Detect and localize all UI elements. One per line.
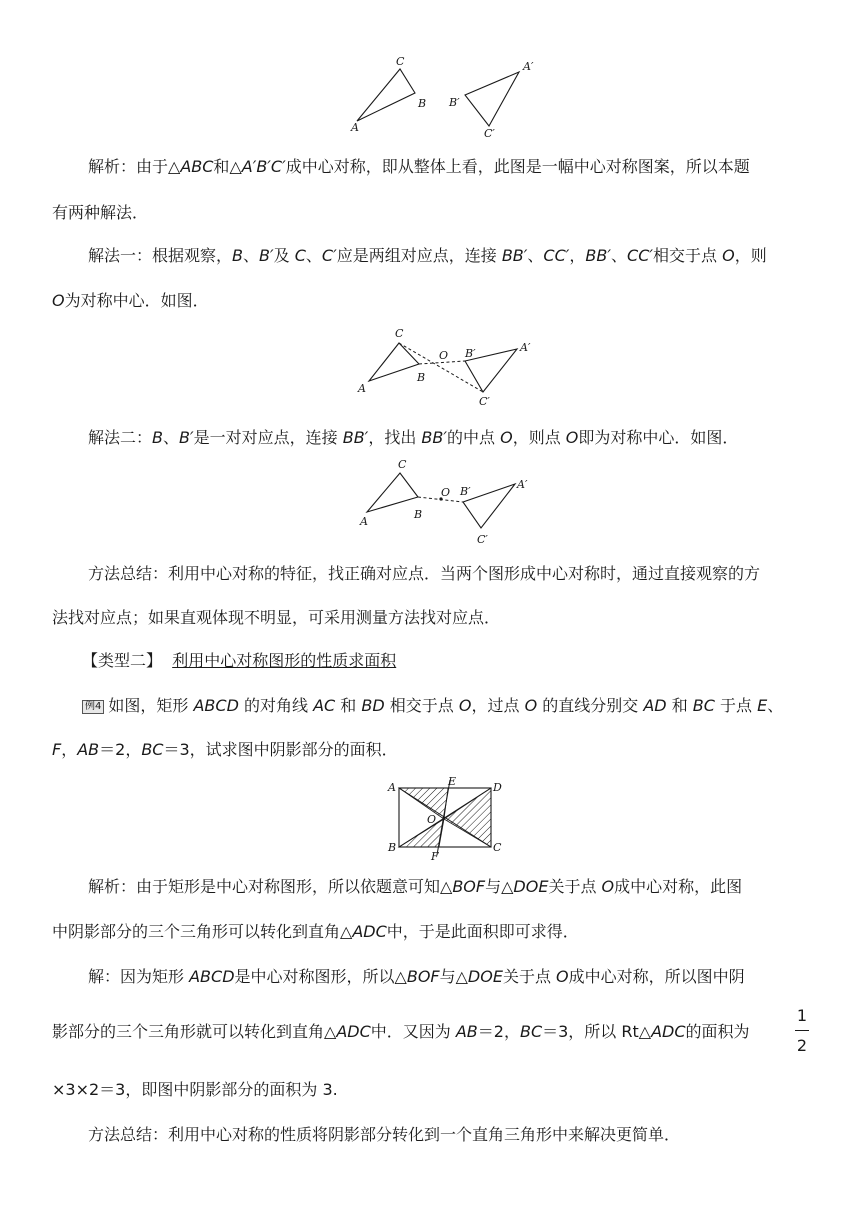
text: 相交于点 bbox=[384, 696, 459, 715]
text: ，则 bbox=[734, 246, 767, 265]
example-4-statement bbox=[82, 696, 838, 716]
text: 解析：由于 bbox=[88, 157, 169, 176]
fraction-numerator: 1 bbox=[796, 1006, 808, 1025]
fraction-denominator: 2 bbox=[796, 1036, 808, 1055]
label-o: O bbox=[441, 486, 451, 499]
text: 、 bbox=[243, 246, 260, 265]
math: O bbox=[722, 246, 735, 265]
math: ABCD bbox=[189, 967, 235, 986]
figure-2-triangles-with-crossing-segments bbox=[355, 325, 545, 410]
label-c: C bbox=[398, 458, 407, 471]
method-summary-paragraph-2: 方法总结：利用中心对称的性质将阴影部分转化到一个直角三角形中来解决更简单． bbox=[88, 1125, 681, 1144]
figure-1-triangles bbox=[345, 55, 535, 140]
math: B′ bbox=[259, 246, 274, 265]
math: O bbox=[601, 877, 615, 896]
math: BB′ bbox=[342, 428, 369, 447]
solution-paragraph-line-2 bbox=[52, 1022, 808, 1042]
label-b1: B′ bbox=[465, 347, 476, 360]
text: 、 bbox=[611, 246, 628, 265]
math: O bbox=[565, 428, 579, 447]
label-b: B bbox=[418, 97, 427, 110]
math: BD bbox=[361, 696, 385, 715]
triangle-a1b1c1 bbox=[463, 484, 515, 528]
label-c: C bbox=[493, 841, 502, 854]
math: BC bbox=[692, 696, 715, 715]
figure-4-rectangle-shaded bbox=[385, 776, 510, 864]
text: ＝2， bbox=[477, 1022, 520, 1041]
method-summary-paragraph: 方法总结：利用中心对称的特征，找正确对应点．当两个图形成中心对称时，通过直接观察的方 bbox=[88, 564, 761, 583]
label-b: B bbox=[417, 371, 426, 384]
text: 的中点 bbox=[447, 428, 501, 447]
math: △BOF bbox=[440, 877, 486, 896]
figure-3-triangles-with-midpoint bbox=[355, 456, 545, 548]
math: O bbox=[556, 967, 569, 986]
text: ＝3，试求图中阴影部分的面积． bbox=[163, 740, 398, 759]
math: △ADC bbox=[324, 1022, 371, 1041]
text: 解：因为矩形 bbox=[88, 967, 190, 986]
text: ，则点 bbox=[512, 428, 566, 447]
math: △DOE bbox=[455, 967, 503, 986]
label-a: A bbox=[388, 781, 396, 794]
text: 及 bbox=[273, 246, 295, 265]
analysis-paragraph-2 bbox=[88, 877, 844, 897]
math: AD bbox=[643, 696, 667, 715]
text: 解法二： bbox=[88, 428, 153, 447]
math: CC′ bbox=[627, 246, 654, 265]
label-b: B bbox=[414, 508, 423, 521]
label-c: C bbox=[396, 55, 405, 68]
label-a: A bbox=[358, 382, 366, 395]
label-b1: B′ bbox=[449, 96, 460, 109]
text: 、 bbox=[767, 696, 784, 715]
math: O bbox=[524, 696, 538, 715]
analysis-paragraph-2-line-2 bbox=[52, 922, 808, 942]
text: ，找出 bbox=[368, 428, 422, 447]
math: AB bbox=[455, 1022, 478, 1041]
text: 成中心对称，此图 bbox=[614, 877, 743, 896]
text: 相交于点 bbox=[653, 246, 723, 265]
text: ， bbox=[61, 740, 78, 759]
solution-paragraph-line-3: ×3×2＝3，即图中阴影部分的面积为 3. bbox=[52, 1080, 338, 1099]
text: 与 bbox=[485, 877, 502, 896]
math: BB′ bbox=[421, 428, 447, 447]
math: BC bbox=[141, 740, 164, 759]
fraction-bar bbox=[795, 1030, 809, 1031]
text: ，过点 bbox=[471, 696, 525, 715]
label-o: O bbox=[427, 813, 437, 826]
text: 的对角线 bbox=[238, 696, 314, 715]
label-e: E bbox=[448, 775, 457, 788]
math: △ABC bbox=[168, 157, 214, 176]
text: ＝2， bbox=[99, 740, 142, 759]
method-summary-paragraph-line-2: 法找对应点；如果直观体现不明显，可采用测量方法找对应点． bbox=[52, 608, 501, 627]
shaded-triangle-dco bbox=[444, 788, 491, 847]
math: E bbox=[757, 696, 768, 715]
math: △BOF bbox=[394, 967, 440, 986]
label-c1: C′ bbox=[484, 127, 495, 140]
math: O bbox=[52, 291, 65, 310]
text: 为对称中心．如图． bbox=[64, 291, 209, 310]
example-badge: 例4 bbox=[82, 700, 104, 714]
heading-bracket: 【类型二】 bbox=[82, 651, 163, 670]
text: 关于点 bbox=[502, 967, 557, 986]
text: 解析：由于矩形是中心对称图形，所以依题意可知 bbox=[88, 877, 441, 896]
text: 于点 bbox=[714, 696, 758, 715]
math: O bbox=[458, 696, 472, 715]
text: 关于点 bbox=[548, 877, 602, 896]
math: C′ bbox=[321, 246, 337, 265]
text: 即为对称中心．如图． bbox=[578, 428, 739, 447]
method-one-paragraph bbox=[88, 246, 844, 266]
label-o: O bbox=[439, 349, 449, 362]
text: 的直线分别交 bbox=[537, 696, 644, 715]
triangle-abc bbox=[367, 473, 418, 512]
text: 是一对对应点，连接 bbox=[193, 428, 343, 447]
math: AC bbox=[313, 696, 336, 715]
math: CC′ bbox=[543, 246, 570, 265]
math: B bbox=[152, 428, 163, 447]
heading-title: 利用中心对称图形的性质求面积 bbox=[172, 651, 397, 670]
math: △A′B′C′ bbox=[229, 157, 286, 176]
text: 中阴影部分的三个三角形可以转化到直角 bbox=[52, 922, 341, 941]
label-c: C bbox=[395, 327, 404, 340]
math: △ADC bbox=[340, 922, 387, 941]
type-two-heading bbox=[82, 651, 838, 671]
math: AB bbox=[77, 740, 100, 759]
text: ＝3，所以 Rt bbox=[542, 1022, 639, 1041]
text: 影部分的三个三角形就可以转化到直角 bbox=[52, 1022, 325, 1041]
math: BB′ bbox=[585, 246, 612, 265]
label-b1: B′ bbox=[460, 485, 471, 498]
triangle-abc bbox=[369, 343, 419, 381]
example-4-statement-line-2 bbox=[52, 740, 808, 760]
text: 中，于是此面积即可求得． bbox=[386, 922, 579, 941]
text: 与 bbox=[439, 967, 456, 986]
math: BB′ bbox=[501, 246, 528, 265]
text: 中．又因为 bbox=[370, 1022, 456, 1041]
label-b: B bbox=[388, 841, 397, 854]
label-a: A bbox=[360, 515, 368, 528]
text: 是中心对称图形，所以 bbox=[234, 967, 395, 986]
text: 成中心对称，即从整体上看，此图是一幅中心对称图案，所以本题 bbox=[285, 157, 750, 176]
text: 解法一：根据观察， bbox=[88, 246, 233, 265]
label-a1: A′ bbox=[520, 341, 531, 354]
text: 和 bbox=[213, 157, 230, 176]
analysis-paragraph-1-line-2: 有两种解法． bbox=[52, 203, 149, 222]
triangle-abc bbox=[357, 69, 415, 121]
text: ， bbox=[569, 246, 586, 265]
math: B′ bbox=[179, 428, 194, 447]
math: △ADC bbox=[638, 1022, 686, 1041]
text: 应是两组对应点，连接 bbox=[336, 246, 502, 265]
math: O bbox=[500, 428, 513, 447]
text: 、 bbox=[527, 246, 544, 265]
text: 和 bbox=[666, 696, 693, 715]
label-f: F bbox=[431, 850, 439, 863]
text: 、 bbox=[163, 428, 180, 447]
math: B bbox=[232, 246, 243, 265]
analysis-paragraph-1 bbox=[88, 157, 844, 177]
text: 成中心对称，所以图中阴 bbox=[568, 967, 745, 986]
label-d: D bbox=[493, 781, 502, 794]
text: 、 bbox=[305, 246, 322, 265]
triangle-a1b1c1 bbox=[465, 72, 519, 126]
method-one-paragraph-line-2 bbox=[52, 291, 808, 311]
math: C bbox=[294, 246, 306, 265]
label-a1: A′ bbox=[523, 60, 534, 73]
text: 和 bbox=[335, 696, 362, 715]
math: BC bbox=[519, 1022, 543, 1041]
math: △DOE bbox=[501, 877, 549, 896]
text: 如图，矩形 bbox=[108, 696, 194, 715]
math: ABCD bbox=[193, 696, 239, 715]
label-c1: C′ bbox=[477, 533, 488, 546]
label-a1: A′ bbox=[517, 478, 528, 491]
method-two-paragraph bbox=[88, 428, 844, 448]
label-c1: C′ bbox=[479, 395, 490, 408]
label-a: A bbox=[351, 121, 359, 134]
solution-paragraph bbox=[88, 967, 844, 987]
text: 的面积为 bbox=[685, 1022, 750, 1041]
math: F bbox=[52, 740, 62, 759]
